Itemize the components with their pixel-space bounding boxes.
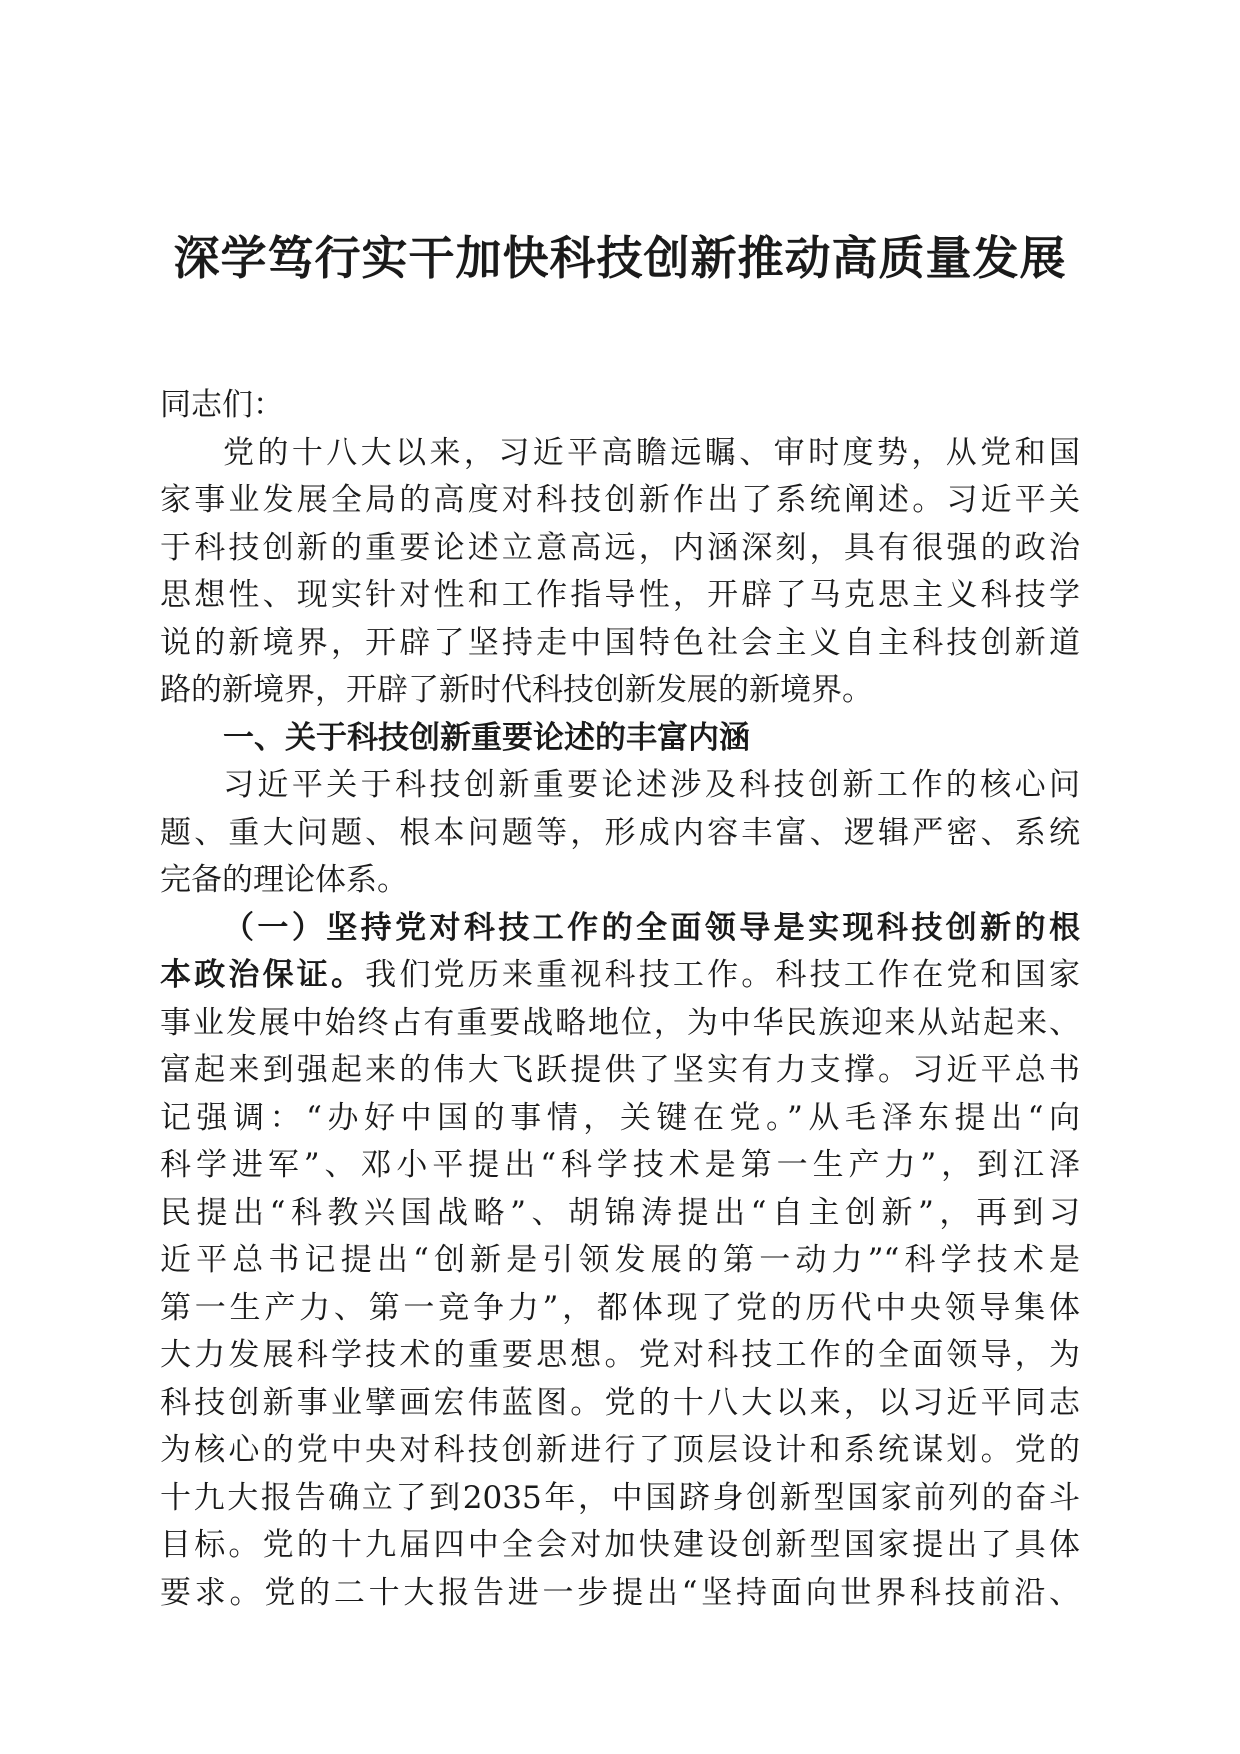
paragraph-line: 事业发展中始终占有重要战略地位，为中华民族迎来从站起来、 <box>160 1004 1080 1041</box>
paragraph-intro <box>160 430 1080 715</box>
paragraph-line: 完备的理论体系。 <box>160 862 408 898</box>
section-heading: 一、关于科技创新重要论述的丰富内涵 <box>223 719 750 756</box>
paragraph-line: 记强调：“办好中国的事情，关键在党。”从毛泽东提出“向 <box>160 1099 1080 1136</box>
paragraph-party-leadership <box>160 905 1080 1618</box>
paragraph-line: 十九大报告确立了到2035年，中国跻身创新型国家前列的奋斗 <box>160 1479 1080 1516</box>
paragraph-line: 为核心的党中央对科技创新进行了顶层设计和系统谋划。党的 <box>160 1432 1080 1468</box>
paragraph-line: 党的十八大以来，习近平高瞻远瞩、审时度势，从党和国 <box>223 434 1080 471</box>
paragraph-line: 题、重大问题、根本问题等，形成内容丰富、逻辑严密、系统 <box>160 814 1080 851</box>
paragraph-line: 目标。党的十九届四中全会对加快建设创新型国家提出了具体 <box>160 1527 1080 1563</box>
paragraph-line: 科学进军”、邓小平提出“科学技术是第一生产力”，到江泽 <box>160 1147 1080 1183</box>
paragraph-line: 于科技创新的重要论述立意高远，内涵深刻，具有很强的政治 <box>160 529 1080 566</box>
document-body <box>160 382 1080 1617</box>
paragraph-line-text: 我们党历来重视科技工作。科技工作在党和国家 <box>365 957 1081 993</box>
subheading-line: （一）坚持党对科技工作的全面领导是实现科技创新的根 <box>223 909 1080 946</box>
paragraph-line <box>160 952 1080 1000</box>
paragraph-line: 民提出“科教兴国战略”、胡锦涛提出“自主创新”，再到习 <box>160 1194 1080 1231</box>
paragraph-section-intro <box>160 762 1080 905</box>
salutation: 同志们： <box>160 387 284 423</box>
paragraph-line: 第一生产力、第一竞争力”，都体现了党的历代中央领导集体 <box>160 1289 1080 1326</box>
paragraph-line: 富起来到强起来的伟大飞跃提供了坚实有力支撑。习近平总书 <box>160 1052 1080 1088</box>
paragraph-line: 要求。党的二十大报告进一步提出“坚持面向世界科技前沿、 <box>160 1574 1080 1611</box>
paragraph-line: 科技创新事业擘画宏伟蓝图。党的十八大以来，以习近平同志 <box>160 1384 1080 1421</box>
paragraph-line: 大力发展科学技术的重要思想。党对科技工作的全面领导，为 <box>160 1337 1080 1373</box>
paragraph-line: 习近平关于科技创新重要论述涉及科技创新工作的核心问 <box>223 767 1080 803</box>
paragraph-line: 路的新境界，开辟了新时代科技创新发展的新境界。 <box>160 672 873 708</box>
subheading-line-end: 本政治保证。 <box>160 957 366 993</box>
paragraph-line: 近平总书记提出“创新是引领发展的第一动力”“科学技术是 <box>160 1242 1080 1278</box>
paragraph-line: 说的新境界，开辟了坚持走中国特色社会主义自主科技创新道 <box>160 624 1080 661</box>
paragraph-line: 思想性、现实针对性和工作指导性，开辟了马克思主义科技学 <box>160 577 1080 613</box>
document-title: 深学笃行实干加快科技创新推动高质量发展 <box>173 231 1067 285</box>
paragraph-line: 家事业发展全局的高度对科技创新作出了系统阐述。习近平关 <box>160 482 1080 518</box>
